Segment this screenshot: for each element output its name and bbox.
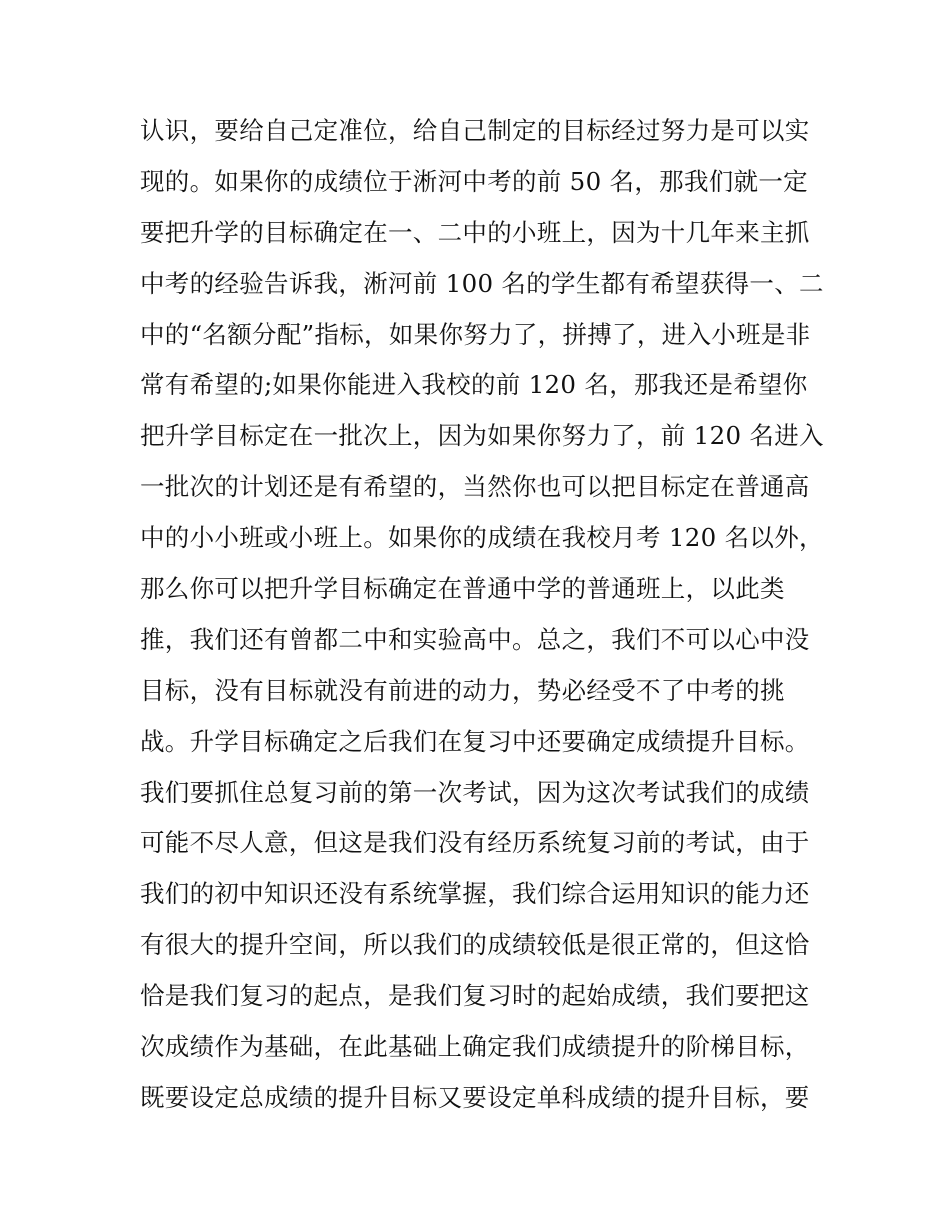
text-line-5: 中的“名额分配”指标，如果你努力了，拼搏了，进入小班是非 bbox=[140, 319, 811, 349]
text-line-20: 既要设定总成绩的提升目标又要设定单科成绩的提升目标，要 bbox=[140, 1082, 810, 1112]
text-line-11: 推，我们还有曾都二中和实验高中。总之，我们不可以心中没 bbox=[140, 624, 810, 654]
text-line-18: 恰是我们复习的起点，是我们复习时的起始成绩，我们要把这 bbox=[140, 981, 810, 1011]
text-line-8: 一批次的计划还是有希望的，当然你也可以把目标定在普通高 bbox=[140, 472, 810, 502]
text-line-1: 认识，要给自己定准位，给自己制定的目标经过努力是可以实 bbox=[140, 116, 810, 145]
text-line-17: 有很大的提升空间，所以我们的成绩较低是很正常的，但这恰 bbox=[140, 930, 810, 960]
text-line-15: 可能不尽人意，但这是我们没有经历系统复习前的考试，由于 bbox=[140, 828, 810, 858]
text-line-13: 战。升学目标确定之后我们在复习中还要确定成绩提升目标。 bbox=[140, 726, 810, 756]
body-paragraph bbox=[140, 106, 824, 1124]
text-line-10: 那么你可以把升学目标确定在普通中学的普通班上，以此类 bbox=[140, 574, 785, 604]
text-line-19: 次成绩作为基础，在此基础上确定我们成绩提升的阶梯目标， bbox=[140, 1032, 810, 1062]
text-line-7: 把升学目标定在一批次上，因为如果你努力了，前 120 名进入 bbox=[140, 421, 824, 451]
text-line-2: 现的。如果你的成绩位于淅河中考的前 50 名，那我们就一定 bbox=[140, 166, 808, 196]
text-line-12: 目标，没有目标就没有前进的动力，势必经受不了中考的挑 bbox=[140, 675, 785, 705]
text-line-3: 要把升学的目标确定在一、二中的小班上，因为十几年来主抓 bbox=[140, 217, 810, 247]
text-line-4: 中考的经验告诉我，淅河前 100 名的学生都有希望获得一、二 bbox=[140, 268, 824, 298]
text-line-9: 中的小小班或小班上。如果你的成绩在我校月考 120 名以外， bbox=[140, 523, 824, 553]
text-line-6: 常有希望的;如果你能进入我校的前 120 名，那我还是希望你 bbox=[140, 370, 808, 400]
text-line-14: 我们要抓住总复习前的第一次考试，因为这次考试我们的成绩 bbox=[140, 777, 810, 807]
text-line-16: 我们的初中知识还没有系统掌握，我们综合运用知识的能力还 bbox=[140, 879, 810, 909]
